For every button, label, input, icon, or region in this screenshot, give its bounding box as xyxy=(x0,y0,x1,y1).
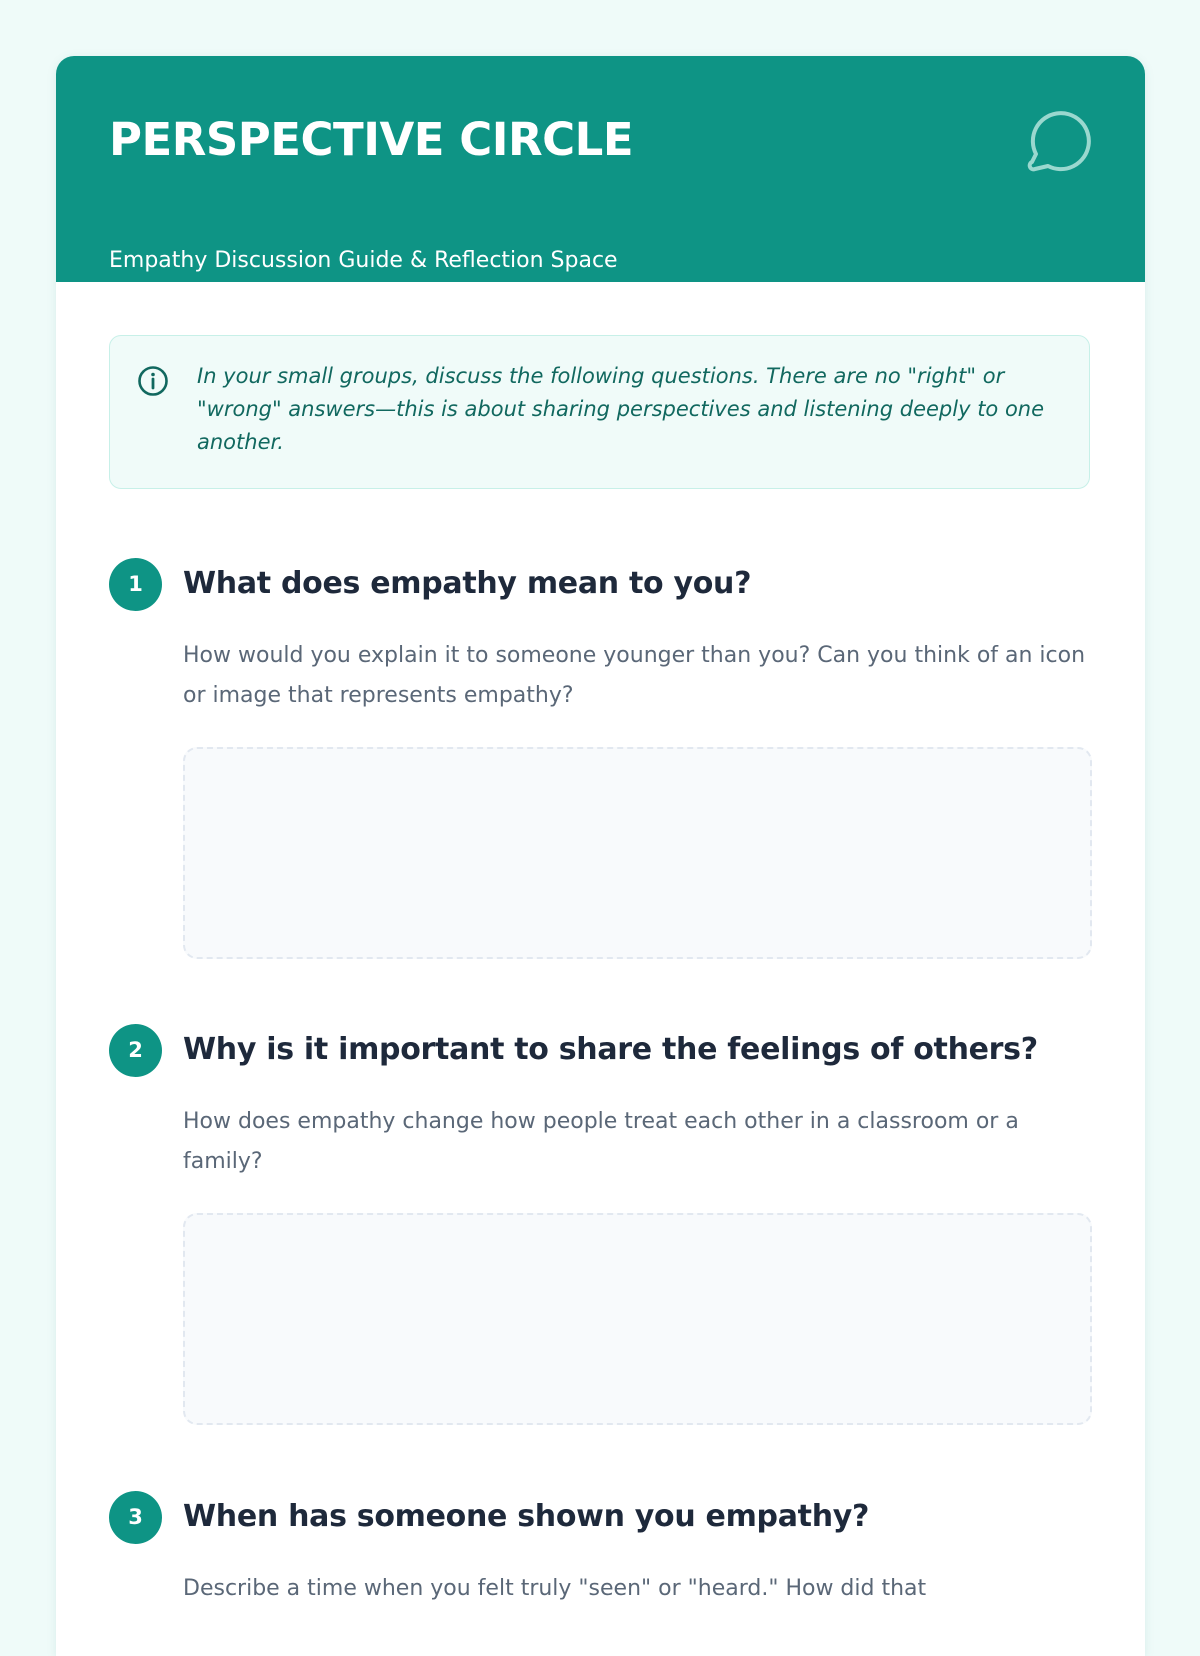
answer-area[interactable] xyxy=(183,1213,1092,1425)
chat-bubble-icon xyxy=(1026,110,1092,176)
question-title: When has someone shown you empathy? xyxy=(183,1499,870,1534)
instructions-callout xyxy=(109,335,1090,489)
question-prompt: How would you explain it to someone younger than you? Can you think of an icon or image that represents empathy? xyxy=(183,643,1086,708)
instructions-text: In your small groups, discuss the following questions. There are no "right" or "wrong" answers—this is about sharing perspectives and listening deeply to one another. xyxy=(197,364,1045,454)
discussion-card xyxy=(56,56,1145,1656)
info-icon xyxy=(136,364,170,398)
page-title: PERSPECTIVE CIRCLE xyxy=(109,113,634,166)
question-number-badge: 3 xyxy=(109,1491,162,1544)
answer-area[interactable] xyxy=(183,747,1092,959)
page-subtitle: Empathy Discussion Guide & Reflection Space xyxy=(109,248,618,273)
question-prompt: Describe a time when you felt truly "seen" or "heard." How did that xyxy=(183,1576,927,1601)
header-banner xyxy=(56,56,1145,282)
question-prompt: How does empathy change how people treat each other in a classroom or a family? xyxy=(183,1109,1019,1174)
question-number-badge: 2 xyxy=(109,1024,162,1077)
question-title: What does empathy mean to you? xyxy=(183,566,752,601)
question-title: Why is it important to share the feelings of others? xyxy=(183,1032,1038,1067)
question-number-badge: 1 xyxy=(109,558,162,611)
